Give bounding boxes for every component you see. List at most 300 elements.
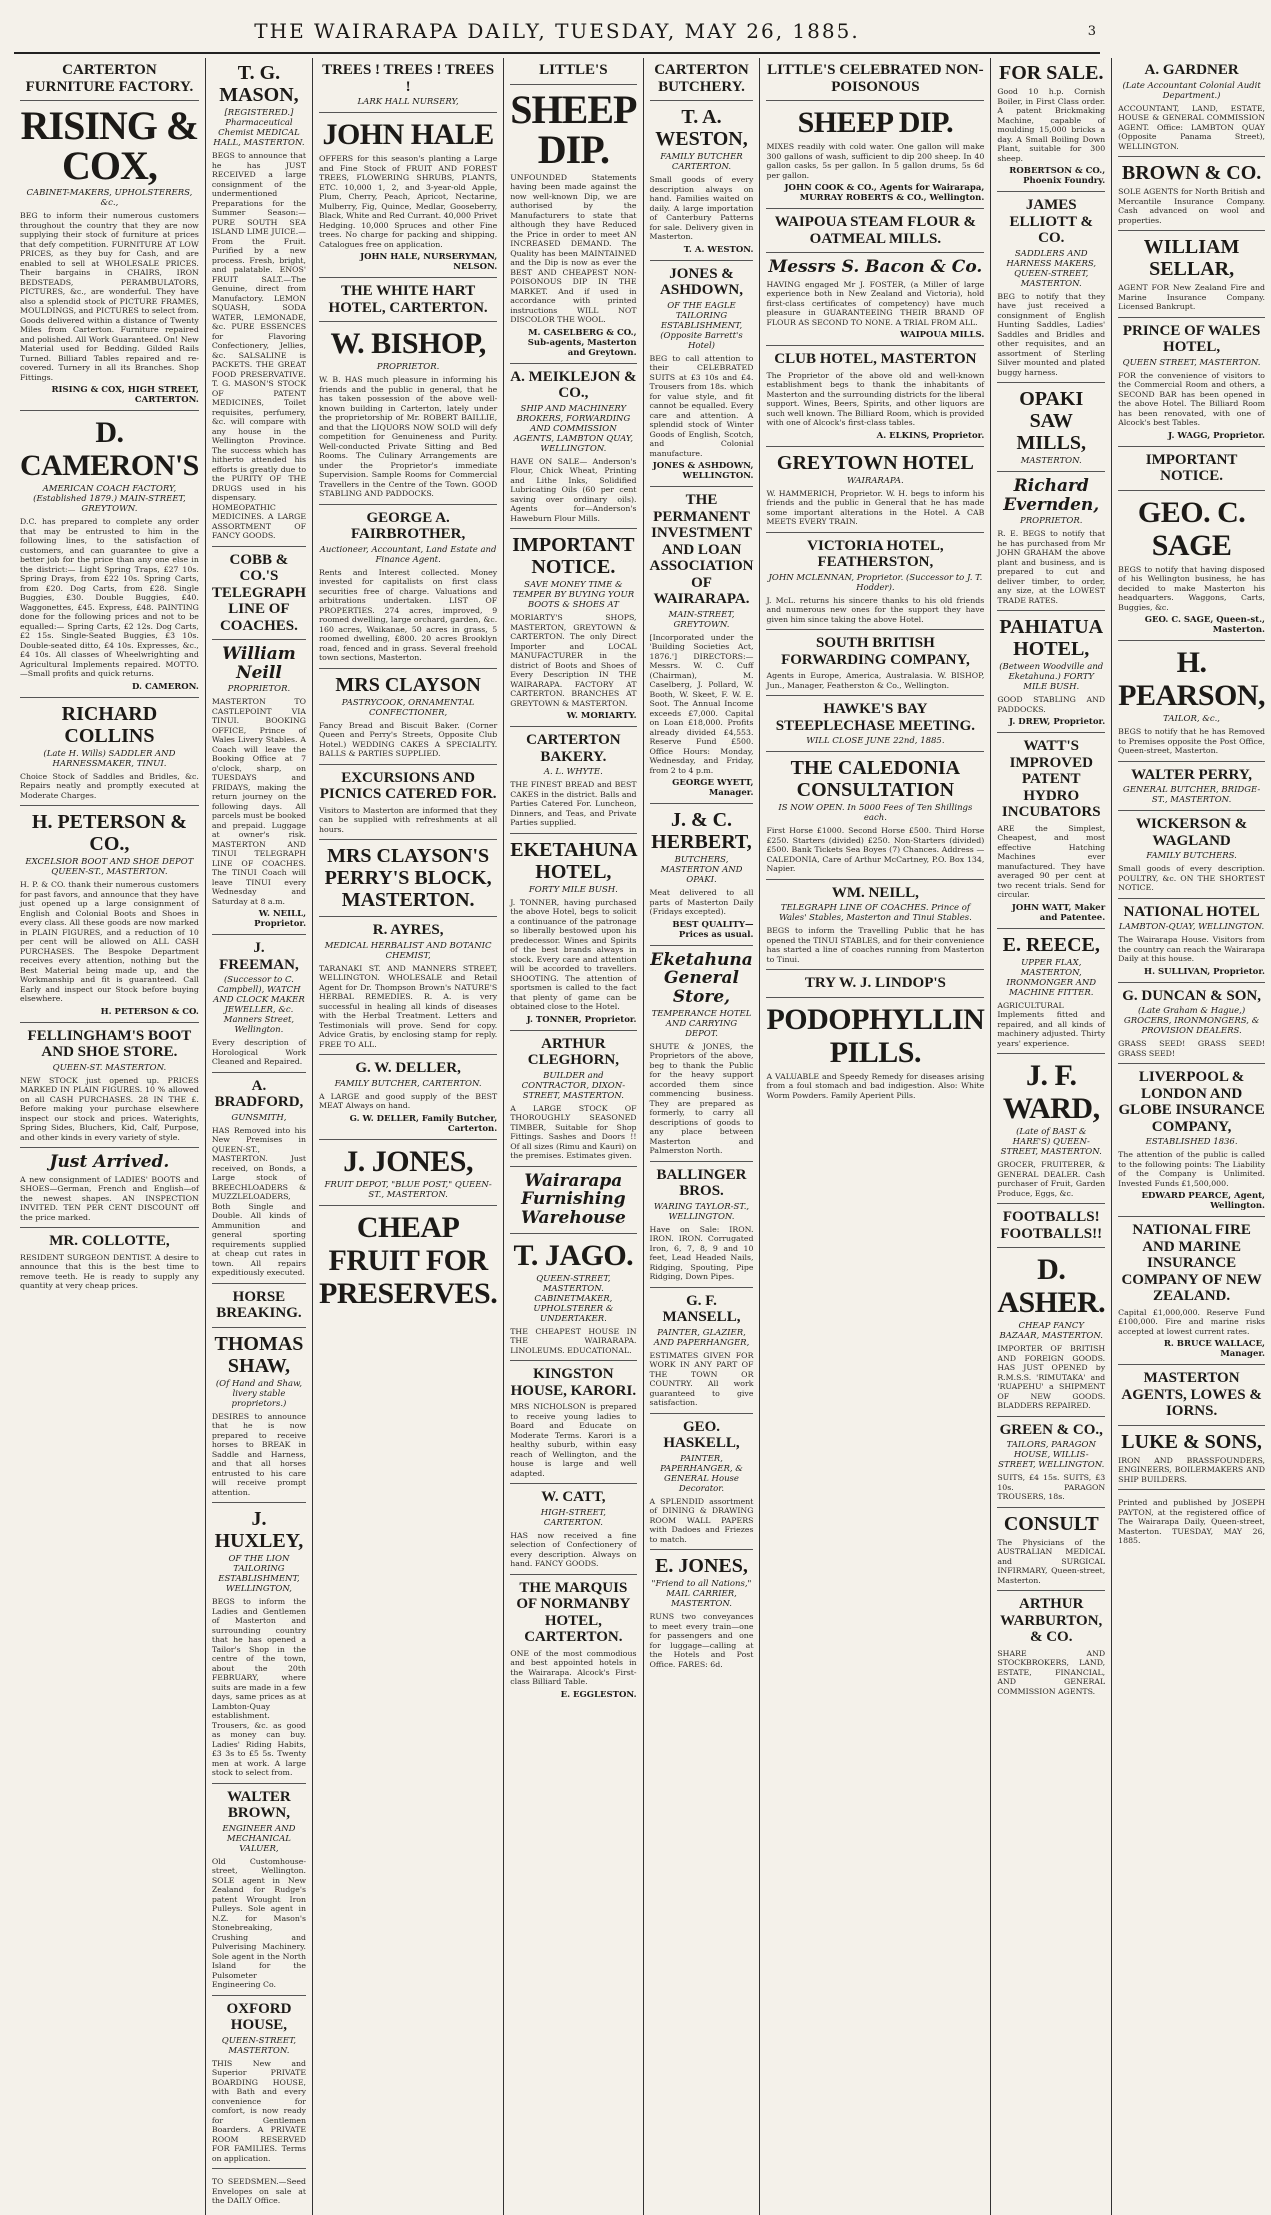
advertisement [319,327,497,505]
ad-signature: R. BRUCE WALLACE, Manager. [1163,1339,1266,1359]
advertisement [1118,62,1265,157]
advertisement [766,106,984,209]
advertisement [319,118,497,278]
ad-signature: J. WAGG, Proprietor. [1168,430,1266,441]
ad-signature: ROBERTSON & CO., Phoenix Foundry. [1009,166,1106,186]
ad-subheading: [REGISTERED.] Pharmaceutical Chemist MEDICAL HALL, MASTERTON. [213,108,305,148]
ad-body: The Wairarapa House. Visitors from the country can reach the Wairarapa Daily at this house. [1118,935,1266,963]
ad-heading: JOHN HALE [322,118,494,151]
ad-heading: SOUTH BRITISH FORWARDING COMPANY, [781,635,970,668]
ad-signature: T. A. WESTON. [683,244,754,255]
advertisement [650,492,754,804]
ad-body: UNFOUNDED Statements having been made against the now well-known Dip, we are authorised by the Manufacturers to state that although they have Reduced the Price in order to meet AN INCREASED DEMAND. The Quality has been MAINTAINED and the Dip is now as ever the BEST AND CHEAPEST NON-POISONOUS DIP IN THE MARKET. And if used in accordance with printed instructions WILL NOT DISCOLOR THE WOOL. [510,172,637,324]
ad-subheading: SADDLERS AND HARNESS MAKERS, QUEEN-STREET, MASTERTON. [1006,248,1097,289]
advertisement [766,1003,984,1106]
ad-subheading: LARK HALL NURSERY, [357,97,459,107]
ad-subheading: MAIN-STREET, GREYTOWN. [668,609,735,630]
ad-body: MIXES readily with cold water. One gallon will make 300 gallons of wash, sufficient to dip 200 sheep. In 40 gallon casks, 5s per gallon. In 5 gallon drums, 5s 6d per gallon. [766,142,985,180]
ad-body: Meat delivered to all parts of Masterton Daily (Fridays excepted). [649,888,754,916]
ad-heading: TRY W. J. LINDOP'S [804,975,946,992]
ad-subheading: Auctioneer, Accountant, Land Estate and Finance Agent. [319,544,497,565]
ad-subheading: ESTABLISHED 1836. [1145,1137,1238,1147]
ad-signature: M. CASELBERG & CO., Sub-agents, Masterton and Greytown. [527,327,637,358]
ad-body: Have on Sale: IRON. IRON. IRON. Corrugated Iron, 6, 7, 8, 9 and 10 feet, Lead Headed Nails, Ridging, Spouting, Pipe Ridging, Down Pipes. [649,1224,754,1282]
ad-body: H. P. & CO. thank their numerous customers for past favors, and announce that they have just opened up a large consignment of English and Colonial Boots and Shoes in every class. All these goods are now marked in PLAIN FIGURES, and a reduction of 10 per cent will be allowed on ALL CASH PURCHASES. The Bespoke Department receives every attention, nothing but the Best Material being made up, and the Workmanship and fit is guaranteed. Call Early and inspect our Stock before buying elsewhere. [20,880,199,1003]
advertisement [319,1145,497,1206]
ad-heading: Wairarapa Furnishing Warehouse [520,1170,626,1228]
ad-subheading: FORTY MILE BUSH. [528,884,618,895]
advertisement [650,951,754,1162]
advertisement [319,922,497,1055]
ad-heading: G. F. MANSELL, [662,1292,741,1326]
ad-body: HAS Removed into his New Premises in QUEEN-ST., MASTERTON. Just received, on Bonds, a Large stock of BREECHLOADERS & MUZZLELOADERS, Both Single and Double. All kinds of Ammunition and general sporting requirements supplied at cheap cut rates in town. All repairs expeditiously executed. [211,1125,307,1278]
ad-body: [Incorporated under the 'Building Societies Act, 1876.'] DIRECTORS:—Messrs. W. C. Cuff (Chairman), M. Caselberg, J. Pollard, W. Booth, W. Skeet, F. W. E. Soot. The Annual Income exceeds £7,000. Capital on Loan £18,000. Profits already divided £4,553. Reserve Fund £500. Office Hours: Monday, Wednesday, and Friday, from 2 to 4 p.m. [649,632,754,775]
ad-subheading: QUEEN-STREET, MASTERTON. [221,2035,297,2056]
ad-body: IRON AND BRASSFOUNDERS, ENGINEERS, BOILERMAKERS AND SHIP BUILDERS. [1118,1455,1266,1484]
ad-heading: J. HUXLEY, [214,1508,304,1553]
advertisement [510,1239,636,1362]
ad-subheading: (Successor to C. Campbell), WATCH AND CLOCK MAKER JEWELLER, &c. Manners Street, Wellington. [213,975,305,1036]
advertisement [319,674,497,765]
ad-signature: JONES & ASHDOWN, WELLINGTON. [652,461,754,481]
ad-body: HAVE ON SALE— Anderson's Flour, Chick Wheat, Printing and Lithe Inks, Solidified Lubricating Oils (60 per cent saving over ordinary oils). Agents for—Anderson's Haweburn Flour Mills. [510,456,637,523]
ad-subheading: TAILOR, &c., [1163,714,1221,724]
ad-subheading: UPPER FLAX, MASTERTON, IRONMONGER AND MACHINE FITTER. [1006,957,1097,998]
ad-subheading: FRUIT DEPOT, "BLUE POST," QUEEN-ST., MASTERTON. [324,1179,492,1200]
advertisement [319,1211,497,1315]
ad-subheading: IS NOW OPEN. In 5000 Fees of Ten Shillings each. [778,803,973,824]
ad-subheading: (Late of BAST & HARE'S) QUEEN-STREET, MASTERTON. [1000,1127,1102,1158]
masthead [14,10,1100,54]
ad-heading: Messrs S. Bacon & Co. [768,257,983,277]
ad-subheading: TEMPERANCE HOTEL AND CARRYING DEPOT. [651,1008,752,1039]
ad-heading: GEO. C. SAGE [1137,495,1246,562]
ad-subheading: LAMBTON-QUAY, WELLINGTON. [1118,922,1265,932]
ad-heading: THE MARQUIS OF NORMANBY HOTEL, CARTERTON. [516,1579,631,1646]
ad-heading: G. W. DELLER, [355,1060,461,1076]
ad-body: NEW STOCK just opened up. PRICES MARKED IN PLAIN FIGURES. 10 % allowed on all CASH PURCHASES. 28 IN THE £. Before making your purchase elsewhere inspect our stock and prices. Waterights, Spring Sides, Bluchers, Kid, Calf, Purpose, and other kinds in every variety of style. [20,1075,199,1142]
ad-heading: CLUB HOTEL, MASTERTON [774,351,977,368]
ad-subheading: PROPRIETOR. [1019,516,1083,527]
ad-heading: William Neill [222,644,296,683]
ad-heading: Richard Evernden, [1003,476,1100,515]
ad-heading: WICKERSON & WAGLAND [1135,816,1248,849]
advertisement [1118,236,1265,318]
ad-heading: FOOTBALLS! FOOTBALLS!! [1000,1209,1103,1242]
advertisement [997,62,1105,192]
ad-heading: ARTHUR CLEGHORN, [527,1035,619,1068]
ad-body: THE FINEST BREAD and BEST CAKES in the district. Balls and Parties Catered For. Luncheon, Dinners, and Teas, and Private Parties supplied. [510,780,637,827]
advertisement [212,1789,306,1996]
advertisement [212,2174,306,2211]
ad-heading: FELLINGHAM'S BOOT AND SHOE STORE. [27,1027,192,1060]
ad-body: Good 10 h.p. Cornish Boiler, in First Class order. A patent Brickmaking Machine, capable of moulding 15,000 bricks a day. A Small Boiling Down Plant, suitable for 300 sheep. [997,87,1106,163]
ad-body: TARANAKI ST. AND MANNERS STREET, WELLINGTON. WHOLESALE and Retail Agent for Dr. Thompson Brown's NATURE'S HERBAL REMEDIES. R. A. is very successful in healing all kinds of diseases with the Herbal Treatment. Letters and Testimonials will prove. Send for copy. Advice Gratis, by enclosing stamp for reply. FREE TO ALL. [319,963,498,1049]
advertisement [319,1060,497,1140]
ad-subheading: SHIP AND MACHINERY BROKERS, FORWARDING AND COMMISSION AGENTS, LAMBTON QUAY, WELLINGTON. [513,403,634,454]
ad-heading: PAHIATUA HOTEL, [999,616,1104,661]
ad-body: Printed and published by JOSEPH PAYTON, at the registered office of The Wairarapa Daily, Queen-street, Masterton. TUESDAY, MAY 26, 1885. [1118,1498,1266,1545]
advertisement [20,1153,199,1228]
ad-subheading: PASTRYCOOK, ORNAMENTAL CONFECTIONER, [341,697,475,718]
advertisement [319,510,497,669]
advertisement [1118,496,1265,642]
ad-body: The Physicians of the AUSTRALIAN MEDICAL and SURGICAL INFIRMARY, Queen-street, Masterton. [997,1537,1106,1585]
advertisement [766,62,984,101]
ad-body: J. TONNER, having purchased the above Hotel, begs to solicit a continuance of the patronage so liberally bestowed upon his predecessor. Wines and Spirits of the best brands always in stock. Every care and attention will be accorded to travellers. SHOOTING. The attention of sportsmen is called to the fact that plenty of game can be obtained close to the Hotel. [510,897,637,1011]
ad-signature: J. DREW, Proprietor. [1008,717,1106,728]
ad-heading: CONSULT [1003,1512,1099,1535]
advertisement [20,416,199,698]
ad-subheading: HIGH-STREET, CARTERTON. [540,1507,606,1528]
ad-body: THIS New and Superior PRIVATE BOARDING HOUSE, with Bath and every convenience for comfort, is now ready for Gentlemen Boarders. A PRIVATE ROOM RESERVED FOR FAMILIES. Terms on application. [211,2058,307,2163]
advertisement [510,732,636,834]
advertisement [510,86,637,364]
newspaper-columns [14,58,1266,2206]
ad-subheading: GUNSMITH, [231,1112,287,1123]
advertisement [1118,816,1265,899]
ad-heading: GREEN & CO., [999,1421,1103,1438]
column-4 [504,58,643,2215]
ad-heading: E. JONES, [655,1555,748,1578]
ad-heading: JONES & ASHDOWN, [660,265,743,298]
ad-subheading: WAIRARAPA. [847,475,904,486]
ad-heading: RICHARD COLLINS [61,702,158,747]
ad-subheading: MEDICAL HERBALIST AND BOTANIC CHEMIST, [324,940,492,961]
column-6 [760,58,991,2215]
ad-heading: OPAKI SAW MILLS, [1016,388,1086,454]
ad-signature: JOHN COOK & CO., Agents for Wairarapa, MURRAY ROBERTS & CO., Wellington. [784,183,985,203]
ad-heading: WILLIAM SELLAR, [1143,236,1240,280]
ad-body: BEGS to announce that he has JUST RECEIVED a large consignment of the undermentioned Preparations for the Summer Season:— PURE SOUTH SEA ISLAND LIME JUICE.—From the Fruit. Purified by a new process. Fresh, bright, and palatable. ENOS' FRUIT SALT.—The Genuine, direct from Manufactory. LEMON SQUASH, SODA WATER, LEMONADE, &c. PURE ESSENCES for Flavoring Confectionery, Jellies, &c. SALSALINE is PACKETS. THE GREAT FOOD PRESERVATIVE. T. G. MASON'S STOCK OF PATENT MEDICINES, Toilet requisites, perfumery, &c. will compare with any house in the Wellington Province. The success which has hitherto attended his efforts is greatly due to the PURITY OF THE DRUGS used in his dispensary. HOMEOPATHIC MEDICINES. A LARGE ASSORTMENT OF FANCY GOODS. [211,151,307,540]
ad-signature: GEORGE WYETT, Manager. [672,778,754,798]
ad-heading: TREES ! TREES ! TREES ! [322,62,495,95]
ad-body: A LARGE STOCK OF THOROUGHLY SEASONED TIMBER, Suitable for Shop Fittings. Sashes and Doors !! Of all sizes (Rimu and Kauri) on the premises. Estimates given. [510,1103,637,1160]
ad-body: BEG to notify that they have just received a consignment of English Hunting Saddles, Ladies' Saddles and Bridles and other requisites, and an assortment of Sterling Silver mounted and plated buggy harness. [997,291,1106,377]
advertisement [766,258,984,346]
ad-heading: J. & C. HERBERT, [651,809,752,853]
ad-signature: W. NEILL, Proprietor. [254,909,307,930]
ad-body: Rents and Interest collected. Money invested for capitalists on first class securities free of charge. Valuations and arbitrations undertaken. LIST OF PROPERTIES. 274 acres, improved, 9 roomed dwelling, large orchard, garden, &c. 160 acres, Waikanae, 50 acres in grass, 5 roomed dwelling, £800. 20 acres Brooklyn road, fenced and in grass. Several freehold town sections, Masterton. [319,567,498,662]
advertisement [212,940,306,1073]
ad-heading: BROWN & CO. [1121,162,1262,184]
advertisement [650,1555,754,1674]
ad-body: GROCER, FRUITERER, & GENERAL DEALER. Cash purchaser of Fruit, Garden Produce, Eggs, &c. [997,1160,1106,1198]
ad-body: AGENT FOR New Zealand Fire and Marine Insurance Company. Licensed Bankrupt. [1118,283,1266,311]
advertisement [997,616,1105,733]
ad-body: THE CHEAPEST HOUSE IN THE WAIRARAPA. LINOLEUMS. EDUCATIONAL. [510,1326,637,1355]
advertisement [997,934,1105,1055]
advertisement [212,1333,306,1504]
ad-subheading: FAMILY BUTCHER, CARTERTON. [334,1078,482,1089]
ad-signature: W. MORIARTY. [566,711,637,721]
ad-body: W. B. HAS much pleasure in informing his friends and the public in general, that he has taken possession of the above well-known building in Carterton, lately under the proprietorship of Mr. ROBERT BAILLIE, and that the LIQUORS NOW SOLD will defy competition for Genuineness and Purity. Well-conducted Private Sitting and Bed Rooms. The Culinary Arrangements are under the Proprietor's immediate Supervision. Sample Rooms for Commercial Travellers in the Centre of the Town. GOOD STABLING AND PADDOCKS. [319,375,498,498]
advertisement [510,1036,636,1167]
advertisement [766,885,984,971]
ad-subheading: TAILORS, PARAGON HOUSE, WILLIS-STREET, WELLINGTON. [998,1440,1105,1471]
advertisement [319,62,497,113]
ad-body: MASTERTON TO CASTLEPOINT VIA TINUI. BOOKING OFFICE, Prince of Wales Livery Stables. A Coach will leave the Booking Office at 7 o'clock, sharp, on TUESDAYS and FRIDAYS, making the return journey on the following days. All parcels must be booked and prepaid. Luggage at owner's risk. MASTERTON AND TINUI TELEGRAPH LINE OF COACHES. The TINUI Coach will leave TINUI every Wednesday and Saturday at 8 a.m. [211,697,307,906]
ad-body: BEG to call attention to their CELEBRATED SUITS at £3 10s and £4. Trousers from 18s. which for value style, and fit cannot be equalled. Every care and attention. A splendid stock of Winter Goods of English, Scotch, and Colonial manufacture. [649,353,754,458]
ad-body: SOLE AGENTS for North British and Mercantile Insurance Company. Cash advanced on wool and properties. [1118,187,1266,225]
advertisement [510,1580,636,1705]
ad-subheading: (Between Woodville and Eketahuna.) FORTY MILE BUSH. [999,662,1104,693]
ad-heading: NATIONAL HOTEL [1123,903,1260,920]
ad-heading: J. FREEMAN, [219,940,299,973]
ad-heading: MRS CLAYSON'S PERRY'S BLOCK, MASTERTON. [324,845,492,911]
ad-heading: WATT'S IMPROVED PATENT HYDRO INCUBATORS [1001,738,1101,821]
advertisement [997,1513,1105,1592]
ad-body: RUNS two conveyances to meet every train—one for passengers and one for luggage—calling at the Hotels and Post Office. FARES: 6d. [649,1612,754,1669]
ad-heading: MR. COLLOTTE, [49,1233,170,1250]
ad-heading: J. F. WARD, [1002,1059,1100,1126]
advertisement [212,1078,306,1284]
ad-heading: IMPORTANT NOTICE. [1145,451,1238,484]
ad-signature: G. W. DELLER, Family Butcher, Carterton. [349,1113,498,1134]
ad-body: The attention of the public is called to the following points: The Liability of the Company is Unlimited. Invested Funds £1,500,000. [1118,1150,1266,1188]
ad-body: Small goods of every description. POULTRY, &c. ON THE SHORTEST NOTICE. [1118,864,1266,892]
ad-body: Capital £1,000,000. Reserve Fund £100,000. Fire and marine risks accepted at lowest current rates. [1118,1307,1266,1336]
ad-heading: THE CALEDONIA CONSULTATION [790,757,961,802]
advertisement [650,62,754,101]
advertisement [766,351,984,447]
ad-body: AGRICULTURAL Implements fitted and repaired, and all kinds of machinery adjusted. Thirty years' experience. [997,1000,1106,1048]
ad-body: Choice Stock of Saddles and Bridles, &c. Repairs neatly and promptly executed at Moderate Charges. [20,771,199,800]
advertisement [510,839,636,1031]
ad-heading: LUKE & SONS, [1121,1430,1262,1453]
ad-signature: EDWARD PEARCE, Agent, Wellington. [1141,1191,1266,1211]
advertisement [212,645,306,935]
ad-signature: D. CAMERON. [131,681,199,692]
ad-signature: E. EGGLESTON. [560,1689,637,1700]
ad-heading: LITTLE'S CELEBRATED NON-POISONOUS [767,62,984,95]
ad-body: A LARGE and good supply of the BEST MEAT Always on hand. [319,1091,498,1110]
ad-body: IMPORTER OF BRITISH AND FOREIGN GOODS. HAS JUST OPENED by R.M.S.S. 'RIMUTAKA' and 'RUAPEHU' a SHIPMENT OF NEW GOODS. BLADDERS REPAIRED. [997,1344,1106,1411]
advertisement [1118,988,1265,1065]
ad-signature: WAIPOUA MILLS. [900,330,985,341]
ad-heading: LIVERPOOL & LONDON AND GLOBE INSURANCE COMPANY, [1118,1069,1265,1135]
column-8 [1112,58,1271,2215]
ad-subheading: TELEGRAPH LINE OF COACHES. Prince of Wales' Stables, Masterton and Tinui Stables. [778,903,972,924]
ad-heading: GEO. HASKELL, [663,1418,740,1452]
ad-body: A new consignment of LADIES' BOOTS and SHOES—German, French and English—of the newest shapes. AN INSPECTION INVITED. TEN PER CENT DISCOUNT off the price marked. [20,1174,199,1222]
advertisement [766,214,984,253]
ad-signature: H. SULLIVAN, Proprietor. [1144,966,1266,977]
ad-heading: MRS CLAYSON [335,673,481,696]
ad-body: Small goods of every description always on hand. Families waited on daily. A large importation of Canterbury Patterns for sale. Delivery given in Masterton. [649,175,754,241]
ad-subheading: JOHN MCLENNAN, Proprietor. (Successor to J. T. Hodder). [768,572,983,593]
ad-heading: PODOPHYLLIN PILLS. [766,1002,985,1069]
ad-heading: VICTORIA HOTEL, FEATHERSTON, [807,537,944,571]
advertisement [1118,1370,1265,1426]
advertisement [997,1209,1105,1248]
advertisement [997,1596,1105,1701]
ad-body: D.C. has prepared to complete any order that may be entrusted to him in the following lines, to the satisfaction of customers, and can guarantee to give a better job for the price than any one else in the district:— Light Spring Traps, £27 10s. Spring Drays, from £22 10s. Spring Carts, from £20. Dog Carts, from £28. Single Buggies, £30. Double Buggies, £40. Waggonettes, £45. Express, £48. PAINTING done for the following prices and not to be equalled:— Spring Carts, £2 12s. Dog Carts, £2 15s. Single-Seated Buggies, £3 10s. Double-seated ditto, £4 10s. Expresses, &c., £4 10s. All classes of Wheelwrighting and Agricultural Implements repaired. MOTTO.—Small profits and quick returns. [20,517,199,678]
ad-heading: J. JONES, [343,1144,473,1178]
advertisement [510,1366,636,1484]
ad-body: A SPLENDID assortment of DINING & DRAWING ROOM WALL PAPERS with Dadoes and Friezes to match. [649,1496,754,1544]
ad-heading: A. GARDNER [1144,62,1239,78]
advertisement [766,975,984,998]
ad-heading: H. PEARSON, [1118,646,1266,712]
ad-heading: THE WHITE HART HOTEL, CARTERTON. [328,283,488,316]
ad-heading: T. A. WESTON, [655,106,748,150]
ad-subheading: EXCELSIOR BOOT AND SHOE DEPOT QUEEN-ST., MASTERTON. [25,857,194,877]
ad-body: Fancy Bread and Biscuit Baker. (Corner Queen and Perry's Streets, Opposite Club Hotel.) WEDDING CAKES A SPECIALITY. BALLS & PARTIES SUPPLIED. [319,720,498,758]
ad-body: GRASS SEED! GRASS SEED! GRASS SEED! [1118,1039,1266,1058]
column-7 [991,58,1112,2215]
ad-body: MRS NICHOLSON is prepared to receive young ladies to Board and Educate on Moderate Terms. Karori is a healthy suburb, within easy reach of Wellington, and the house is large and well adapted. [510,1402,637,1478]
ad-heading: HORSE BREAKING. [216,1288,302,1322]
advertisement [1118,452,1265,491]
ad-body: DESIRES to announce that he is now prepared to receive horses to BREAK in Saddle and Harness, and that all horses entrusted to his care will receive prompt attention. [211,1411,307,1497]
ad-subheading: QUEEN-ST. MASTERTON. [52,1062,167,1073]
ad-heading: W. BISHOP, [330,327,486,360]
ad-signature: J. TONNER, Proprietor. [526,1014,637,1025]
ad-body: Old Customhouse-street, Wellington. SOLE agent in New Zealand for Rudge's patent Wrought Iron Pulleys. Sole agent in N.Z. for Mason's Stonebreaking, Crushing and Pulverising Machinery. Sole agent in the North Island for the Pulsometer Engineering Co. [211,1856,307,1990]
advertisement [319,770,497,841]
advertisement [510,1172,636,1234]
ad-body: BEGS to notify that he has Removed to Premises opposite the Post Office, Queen-street, Masterton. [1118,727,1266,755]
ad-body: BEGS to notify that having disposed of his Wellington business, he has decided to make Masterton his headquarters. Waggons, Carts, Buggies, &c. [1118,564,1266,612]
ad-body: ONE of the most commodious and best appointed hotels in the Wairarapa. Alcock's First-class Billiard Table. [510,1648,637,1687]
advertisement [650,1293,754,1414]
ad-subheading: (Late Accountant Colonial Audit Department.) [1122,80,1261,101]
ad-subheading: A. L. WHYTE. [543,767,603,777]
ad-subheading: MASTERTON. [1020,456,1082,466]
ad-subheading: SAVE MONEY TIME & TEMPER BY BUYING YOUR BOOTS & SHOES AT [512,580,635,610]
advertisement [319,845,497,917]
ad-body: Every description of Horological Work Cleaned and Repaired. [211,1038,307,1067]
ad-signature: GEO. C. SAGE, Queen-st., Masterton. [1144,615,1266,635]
advertisement [212,62,306,547]
ad-heading: GEORGE A. FAIRBROTHER, [350,509,466,542]
ad-heading: WAIPOUA STEAM FLOUR & OATMEAL MILLS. [774,214,977,247]
ad-heading: H. PETERSON & CO., [31,811,187,855]
column-5 [644,58,761,2215]
ad-subheading: PAINTER, GLAZIER, AND PAPERHANGER, [653,1327,750,1348]
advertisement [1118,646,1265,762]
ad-heading: MASTERTON AGENTS, LOWES & IORNS. [1121,1370,1262,1419]
ad-subheading: WILL CLOSE JUNE 22nd, 1885. [806,736,945,747]
ad-signature: JOHN HALE, NURSERYMAN, NELSON. [360,252,498,272]
ad-heading: T. G. MASON, [219,62,299,106]
ad-heading: D. CAMERON'S [20,416,199,482]
advertisement [1118,1069,1265,1217]
ad-heading: RISING & COX, [20,103,199,188]
advertisement [510,534,636,727]
ad-heading: ARTHUR WARBURTON, & CO. [1000,1596,1103,1646]
advertisement [997,1059,1105,1204]
advertisement [510,62,636,85]
ad-body: GOOD STABLING AND PADDOCKS. [997,695,1106,714]
ad-subheading: (Late Graham & Hague,) GROCERS, IRONMONGERS, & PROVISION DEALERS. [1123,1006,1260,1036]
ad-heading: NATIONAL FIRE AND MARINE INSURANCE COMPANY OF NEW ZEALAND. [1121,1222,1262,1304]
advertisement [650,809,754,946]
ad-subheading: PROPRIETOR. [227,684,291,695]
ad-body: SHARE AND STOCKBROKERS, LAND, ESTATE, FINANCIAL, AND GENERAL COMMISSION AGENTS. [997,1648,1106,1696]
ad-body: SHUTE & JONES, the Proprietors of the above, beg to thank the Public for the heavy support accorded them since commencing business. They are prepared as formerly, to carry all descriptions of goods to any place between Masterton and Palmerston North. [649,1041,754,1156]
advertisement [212,552,306,641]
ad-subheading: PAINTER, PAPERHANGER, & GENERAL House Decorator. [660,1453,743,1494]
ad-signature: A. ELKINS, Proprietor. [876,430,985,441]
ad-body: First Horse £1000. Second Horse £500. Third Horse £250. Starters (divided) £250. Non-Starters (divided) £500. Bank Tickets Sea Boyes (7) Chances. Address — CALEDONIA, Care of Arthur McCartney, P.O. Box 134, Napier. [766,826,985,874]
ad-heading: T. JAGO. [513,1238,634,1272]
ad-heading: FOR SALE. [999,62,1104,84]
ad-heading: BALLINGER BROS. [656,1166,747,1200]
advertisement [20,103,199,411]
ad-subheading: FAMILY BUTCHER CARTERTON. [660,152,743,172]
ad-heading: CARTERTON BUTCHERY. [654,62,749,95]
ad-subheading: FAMILY BUTCHERS. [1146,851,1237,861]
ad-heading: SHEEP DIP. [510,86,637,172]
column-1 [14,58,206,2215]
ad-heading: WALTER PERRY, [1131,766,1253,783]
ad-subheading: (Of Hand and Shaw, livery stable proprietors.) [215,1378,303,1409]
advertisement [1118,767,1265,812]
ad-signature: BEST QUALITY—Prices as usual. [672,919,754,940]
ad-signature: JOHN WATT, Maker and Patentee. [1011,902,1106,923]
ad-subheading: ENGINEER AND MECHANICAL VALUER, [222,1823,296,1854]
advertisement [650,266,754,488]
advertisement [20,1233,199,1296]
advertisement [766,757,984,880]
ad-heading: OXFORD HOUSE, [226,2000,292,2034]
column-3 [313,58,504,2215]
ad-heading: CARTERTON FURNITURE FACTORY. [25,62,194,95]
advertisement [997,1422,1105,1508]
advertisement [319,283,497,322]
ad-subheading: PROPRIETOR. [376,362,440,372]
ad-heading: PRINCE OF WALES HOTEL, [1122,322,1261,355]
ad-body: ACCOUNTANT, LAND, ESTATE, HOUSE & GENERAL COMMISSION AGENT. Office: LAMBTON QUAY (Opposite Panama Street), WELLINGTON. [1118,103,1266,151]
advertisement [20,1028,199,1149]
advertisement [212,2001,306,2170]
ad-heading: W. CATT, [541,1489,606,1506]
ad-body: FOR the convenience of visitors to the Commercial Room and others, a SECOND BAR has been opened in the above Hotel. The Billiard Room has been renovated, with one of Alcock's best Tables. [1118,370,1266,427]
advertisement [997,388,1105,472]
ad-body: BEGS to inform the Ladies and Gentlemen of Masterton and surrounding country that he has opened a Tailor's Shop in the centre of the town, about the 20th FEBRUARY, where suits are made in a few days, same prices as at Lambton-Quay establishment. Trousers, &c. as good as money can buy. Ladies' Riding Habits, £3 3s to £5 5s. Twenty men at work. A large stock to select from. [211,1597,307,1778]
advertisement [650,106,754,261]
ad-heading: COBB & CO.'S TELEGRAPH LINE OF COACHES. [211,551,307,634]
ad-heading: A. BRADFORD, [214,1077,304,1111]
ad-subheading: AMERICAN COACH FACTORY, (Established 1879.) MAIN-STREET, GREYTOWN. [33,484,186,514]
advertisement [997,197,1105,383]
ad-body: J. McL. returns his sincere thanks to his old friends and numerous new ones for the support they have given him since taking the above Hotel. [766,595,985,624]
advertisement [20,703,199,807]
ad-subheading: OF THE EAGLE TAILORING ESTABLISHMENT, (Opposite Barrett's Hotel) [660,300,743,351]
ad-heading: WALTER BROWN, [227,1788,291,1822]
advertisement [1118,1222,1265,1365]
ad-heading: WM. NEILL, [831,884,919,901]
ad-heading: R. AYRES, [372,922,444,938]
advertisement [510,1489,636,1575]
ad-body: HAVING engaged Mr J. FOSTER, (a Miller of large experience both in New Zealand and Victoria), hold first-class certificates of competency) have much pleasure in GUARANTEEING THEIR BRAND OF FLOUR AS SECOND TO NONE. A TRIAL FROM ALL. [766,279,985,327]
ad-body: MORIARTY'S SHOPS, MASTERTON, GREYTOWN & CARTERTON. The only Direct Importer and LOCAL MANUFACTURER in the district of Boots and Shoes of Every Description IN THE WAIRARAPA. FACTORY AT CARTERTON. BRANCHES AT GREYTOWN & MASTERTON. [510,613,637,708]
advertisement [997,1253,1105,1417]
ad-heading: JAMES ELLIOTT & CO. [1009,197,1093,246]
advertisement [510,369,636,530]
ad-heading: D. ASHER. [997,1253,1106,1320]
advertisement [212,1508,306,1784]
ad-heading: SHEEP DIP. [797,106,954,139]
ad-heading: G. DUNCAN & SON, [1122,987,1261,1004]
ad-body: BEGS to inform the Travelling Public that he has opened the TINUI STABLES, and for their convenience has started a line of coaches running from Masterton to Tinui. [766,926,985,964]
advertisement [650,1419,754,1551]
advertisement [766,701,984,752]
ad-body: W. HAMMERICH, Proprietor. W. H. begs to inform his friends and the public in General that he has made some important alterations in the Hotel. A CAB MEETS EVERY TRAIN. [766,488,985,527]
column-2 [206,58,313,2215]
